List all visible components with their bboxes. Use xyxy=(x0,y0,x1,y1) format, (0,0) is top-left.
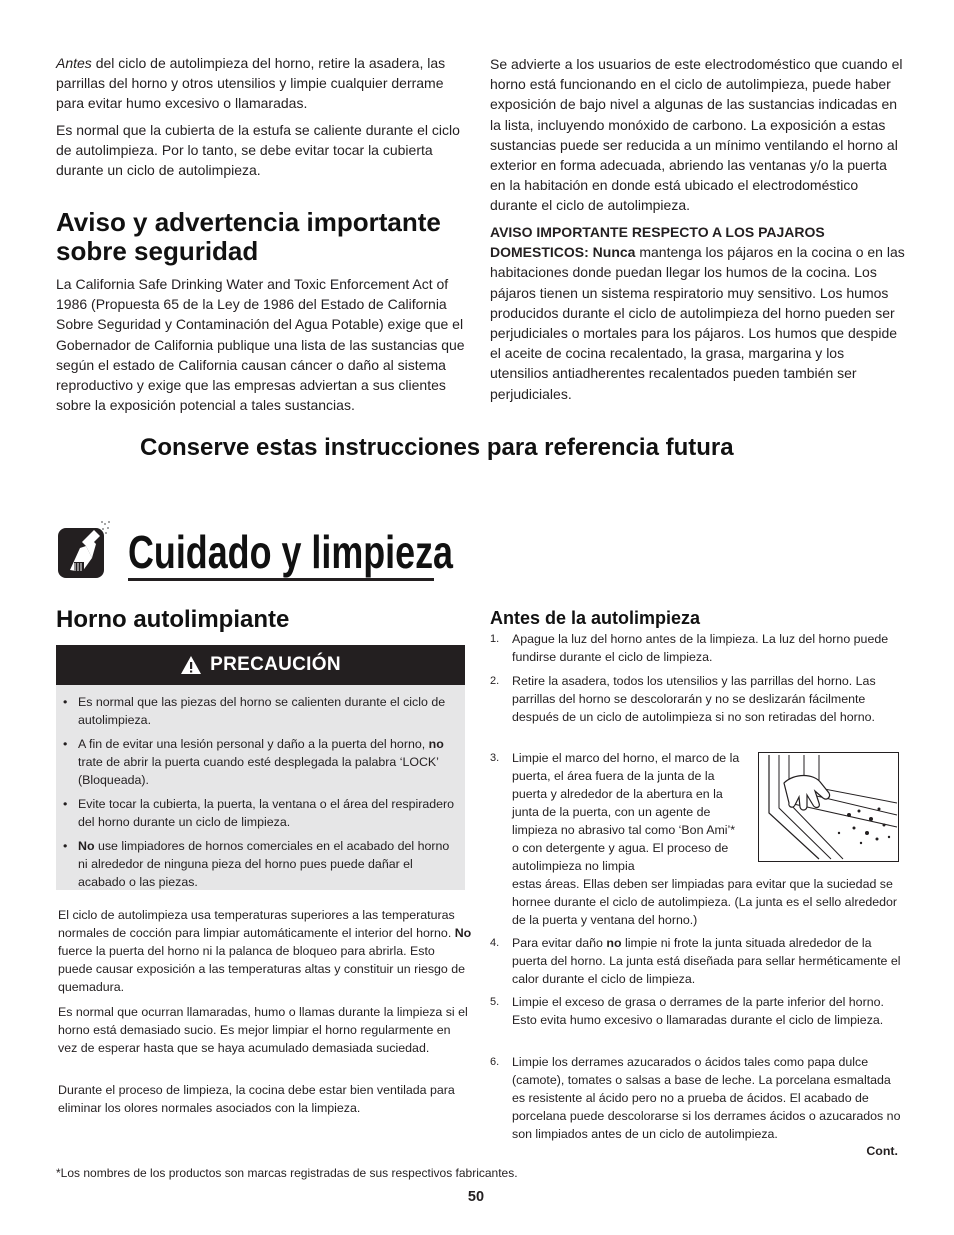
cleaning-icon xyxy=(56,520,110,582)
safety-heading: Aviso y advertencia importante sobre seguridad xyxy=(56,207,441,266)
step-4: 4. Para evitar daño no limpie ni frote la junta situada alrededor de la puerta del horno. La junta está diseñada para sellar herméticamente el calor durante el ciclo de limpieza. xyxy=(490,936,901,986)
step-2: 2. Retire la asadera, todos los utensilios y las parrillas del horno. Las parrillas del horno se descolorarán y no se deslizarán fácilmente después de un ciclo de autolimpieza si no son retiradas del horno. xyxy=(490,674,876,724)
intro-text: del ciclo de autolimpieza del horno, retire la asadera, las parrillas del horno y otros utensilios y limpie cualquier derrame para evitar humo excesivo o llamaradas. xyxy=(56,55,446,112)
intro-paragraph-1 xyxy=(56,53,470,114)
exposure-paragraph: Se advierte a los usuarios de este electrodoméstico que cuando el horno está funcionando en el ciclo de autolimpieza, puede haber exposición de bajo nivel a algunas de las sustancias indicadas en la lista, incluyendo monóxido de carbono. La exposición a estas sustancias puede ser reducida a un mínimo ventilando el horno al exterior en forma adecuada, abriendo las ventanas y/o la puerta en la habitación en donde está ubicado el electrodoméstico durante el ciclo de autolimpieza. xyxy=(490,56,903,214)
safety-paragraph: La California Safe Drinking Water and Toxic Enforcement Act of 1986 (Propuesta 65 de la Ley de 1986 del Estado de California Sobre Seguridad y Contaminación del Agua Potable) exige que el Gobernador de California publique una lista de las sustancias que según el estado de California causan cáncer o daño al sistema reproductivo y exige que las empresas adviertan a sus clientes sobre la exposición potencial a tales sustancias. xyxy=(56,276,465,414)
footnote: *Los nombres de los productos son marcas registradas de sus respectivos fabricantes. xyxy=(56,1166,518,1180)
caution-item: • A fin de evitar una lesión personal y daño a la puerta del horno, no trate de abrir la puerta cuando esté desplegada la palabra ‘LOCK’ (Bloqueada). xyxy=(58,735,455,789)
title-underline xyxy=(128,578,434,581)
caution-item: • Evite tocar la cubierta, la puerta, la ventana o el área del respiradero del horno durante un ciclo de limpieza. xyxy=(58,795,455,831)
step-5: 5. Limpie el exceso de grasa o derrames de la parte inferior del horno. Esto evita humo excesivo o llamaradas durante el ciclo de limpieza. xyxy=(490,995,884,1027)
caution-item: • No use limpiadores de hornos comerciales en el acabado del horno ni alrededor de ninguna pieza del horno pues puede dañar el acabado o las piezas. xyxy=(58,837,455,891)
caution-header xyxy=(56,645,465,685)
oven-door-cleaning-illustration xyxy=(758,752,899,862)
warning-triangle-icon xyxy=(180,655,202,675)
horno-paragraph-2: Es normal que ocurran llamaradas, humo o llamas durante la limpieza si el horno está demasiado sucio. Es mejor limpiar el horno regularmente en vez de esperar hasta que se haya acumulado demasiada suciedad. xyxy=(58,1005,468,1055)
section-title: Cuidado y limpieza xyxy=(128,526,453,578)
conserve-heading: Conserve estas instrucciones para referencia futura xyxy=(140,434,734,461)
step-3: 3. Limpie el marco del horno, el marco de la puerta, el área fuera de la junta de la puerta y alrededor de la abertura en la junta de la puerta, con un agente de limpieza no abrasivo tal como ‘Bon Ami’* o con detergente y agua. El proceso de autolimpieza no limpia estas áreas. Ellas deben ser limpiadas para evitar que la suciedad se hornee durante el ciclo de autolimpieza. (La junta es el sello alrededor de la puerta y ventana del horno.) xyxy=(490,751,898,927)
bird-warning-bold: AVISO IMPORTANTE RESPECTO A LOS PAJAROS DOMESTICOS: Nunca xyxy=(490,224,825,261)
bird-warning-paragraph xyxy=(490,222,906,404)
horno-paragraph-3: Durante el proceso de limpieza, la cocina debe estar bien ventilada para eliminar los olores normales asociados con la limpieza. xyxy=(58,1083,455,1115)
step-6: 6. Limpie los derrames azucarados o ácidos tales como papa dulce (camote), tomates o salsas a base de leche. La porcelana esmaltada es resistente al ácido pero no a prueba de ácidos. El acabado de porcelana puede descolorarse si los derrames ácidos o azucarados no son limpiados antes de un ciclo de autolimpieza. xyxy=(490,1055,901,1141)
intro-italic-word: Antes xyxy=(56,55,92,71)
caution-label: PRECAUCIÓN xyxy=(210,654,341,675)
bird-warning-text: mantenga los pájaros en la cocina o en las habitaciones donde puedan llegar los humos de la cocina. Los pájaros tienen un sistema respiratorio muy sensitivo. Los humos producidos durante el ciclo de autolimpieza del horno pueden ser perjudiciales o mortales para los pájaros. Los humos que despide el aceite de cocina recalentado, la grasa, margarina y los utensilios antiadherentes recalentados pueden también ser perjudiciales. xyxy=(490,244,905,402)
caution-item: • Es normal que las piezas del horno se calienten durante el ciclo de autolimpieza. xyxy=(58,693,455,729)
horno-heading: Horno autolimpiante xyxy=(56,606,290,633)
caution-list xyxy=(56,685,465,891)
antes-heading: Antes de la autolimpieza xyxy=(490,608,701,628)
caution-box xyxy=(56,645,465,890)
page-number: 50 xyxy=(467,1189,485,1205)
intro-paragraph-2: Es normal que la cubierta de la estufa se caliente durante el ciclo de autolimpieza. Por lo tanto, se debe evitar tocar la cubierta durante un ciclo de autolimpieza. xyxy=(56,122,460,179)
horno-paragraph-1: El ciclo de autolimpieza usa temperaturas superiores a las temperaturas normales de cocción para limpiar automáticamente el interior del horno. No fuerce la puerta del horno ni la palanca de bloqueo para abrirla. Esto puede causar exposición a las temperaturas altas y constituir un riesgo de quemadura. xyxy=(58,908,472,994)
continued-label: Cont. xyxy=(866,1144,898,1158)
step-1: 1. Apague la luz del horno antes de la limpieza. La luz del horno puede fundirse durante el ciclo de limpieza. xyxy=(490,632,889,664)
